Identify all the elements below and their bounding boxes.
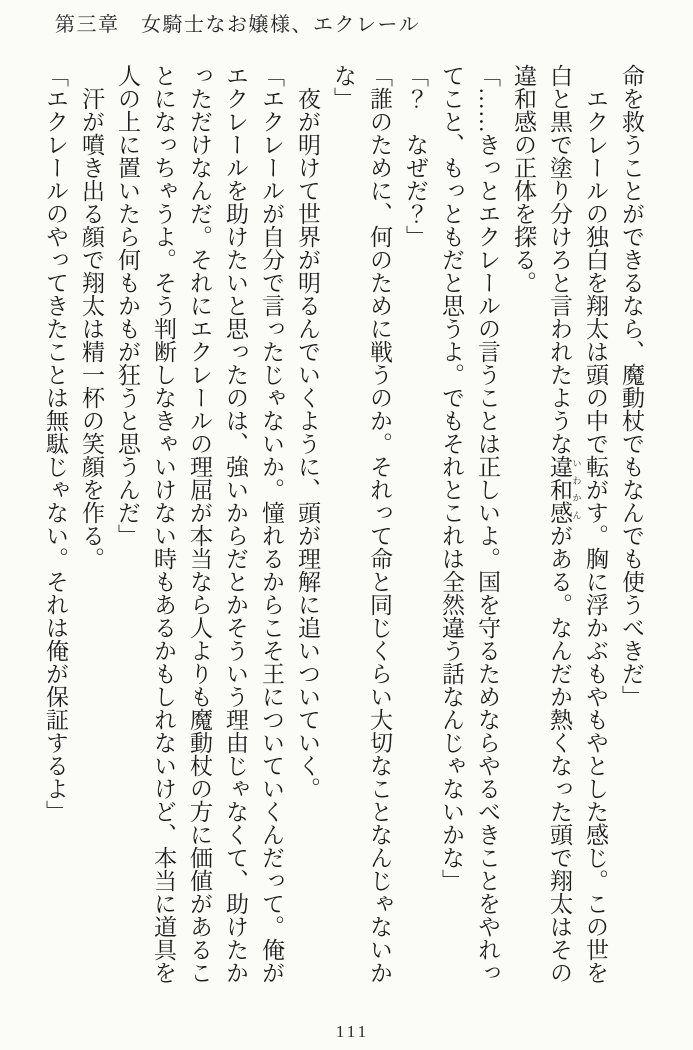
furigana-iwakan — [547, 455, 582, 524]
paragraph-narration-monologue — [505, 64, 613, 986]
chapter-header: 第三章 女騎士なお嬢様、エクレール — [55, 14, 421, 36]
paragraph-text-pre-ruby: エクレールの独白を翔太は頭の中で転がす。胸に浮かぶもやもやとした感じ。この世を白と黒で塗り分けろと言われたような — [547, 64, 608, 984]
paragraph-dialogue-continuation: 命を救うことができるなら、魔動杖でもなんでも使うべきだ」 — [619, 64, 644, 708]
ruby-reading: いわかん — [571, 455, 582, 524]
paragraph-dialogue-eclair-question: 「？ なぜだ？」 — [403, 64, 428, 248]
ruby-base: 違和感 — [547, 455, 572, 524]
main-text-block — [37, 64, 649, 986]
paragraph-narration-smile: 汗が噴き出る顔で翔太は精一杯の笑顔を作る。 — [79, 87, 104, 570]
paragraph-dialogue-shota-4: 「エクレールのやってきたことは無駄じゃない。それは俺が保証するよ」 — [43, 64, 68, 823]
paragraph-narration-dawn: 夜が明けて世界が明るんでいくように、頭が理解に追いついていく。 — [295, 87, 320, 800]
paragraph-dialogue-shota-3: 「エクレールが自分で言ったじゃないか。憧れるからこそ王についていくんだって。俺がエクレールを助けたいと思ったのは、強いからだとかそういう理由じゃなくて、助けたかっただけなんだ。それにエクレールの理屈が本当なら人よりも魔動杖の方に価値があることになっちゃうよ。そう判断しなきゃいけない時もあるかもしれないけど、本当に道具を人の上に置いたら何もかもが狂うと思うんだ」 — [115, 64, 284, 984]
paragraph-dialogue-shota-2: 「誰のために、何のために戦うのか。それって命と同じくらい大切なことなんじゃないかな」 — [331, 64, 392, 984]
paragraph-dialogue-shota-1: 「……きっとエクレールの言うことは正しいよ。国を守るためならやるべきことをやれってこと、もっともだと思うよ。でもそれとこれは全然違う話なんじゃないかな」 — [439, 64, 500, 984]
paragraph-text-post-ruby: がある。なんだか熱くなった頭で翔太はその違和感の正体を探る。 — [511, 64, 572, 984]
page-number: 111 — [335, 1022, 370, 1041]
